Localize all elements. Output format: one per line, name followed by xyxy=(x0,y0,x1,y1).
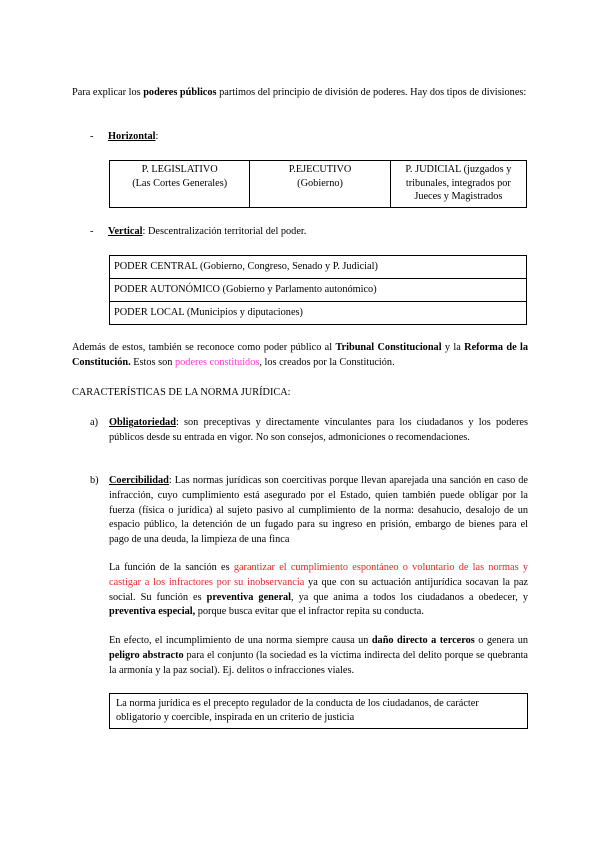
cell-line: P.EJECUTIVO xyxy=(288,164,352,175)
efecto-paragraph xyxy=(109,634,528,678)
item-b-label: Coercibilidad xyxy=(109,475,169,486)
ademas-paragraph xyxy=(72,341,528,371)
horizontal-item xyxy=(90,130,159,145)
intro-paragraph xyxy=(72,86,528,101)
para-text: , los creados por la Constitución. xyxy=(259,356,395,368)
highlight-red: garantizar el cumplimiento espontáneo o voluntario de las normas y castigar a los infractores por su inobservancia xyxy=(109,562,528,588)
power-cell-legislativo xyxy=(110,161,250,208)
vertical-table xyxy=(109,255,527,325)
cell-line: P. JUDICIAL (juzgados y xyxy=(405,164,512,175)
table-row xyxy=(110,256,527,279)
table-cell: PODER CENTRAL (Gobierno, Congreso, Senado y P. Judicial) xyxy=(110,256,527,279)
horizontal-label: Horizontal xyxy=(108,131,156,142)
para-bold: preventiva general xyxy=(206,591,292,603)
para-text: ya que con su actuación antijurídica socavan la paz social. Su función es xyxy=(109,576,528,603)
vertical-item xyxy=(90,225,307,240)
highlight-pink: poderes constituidos xyxy=(175,356,260,368)
table-row xyxy=(110,302,527,325)
power-cell-ejecutivo xyxy=(250,161,390,208)
powers-table xyxy=(109,160,527,208)
para-bold: preventiva especial, xyxy=(109,606,196,618)
table-cell: PODER LOCAL (Municipios y diputaciones) xyxy=(110,302,527,325)
intro-text-end: partimos del principio de división de poderes. Hay dos tipos de divisiones: xyxy=(216,87,527,98)
vertical-text: : Descentralización territorial del poder. xyxy=(142,226,307,237)
table-row xyxy=(110,161,527,208)
item-b-paragraph xyxy=(109,474,528,548)
bullet-dash: - xyxy=(90,226,94,237)
cell-line: tribunales, integrados por xyxy=(405,177,511,189)
table-row xyxy=(110,279,527,302)
para-text: La función de la sanción es xyxy=(109,562,234,573)
cell-line: P. LEGISLATIVO xyxy=(141,164,218,175)
para-bold: peligro abstracto xyxy=(109,649,184,661)
para-text: Estos son xyxy=(130,356,175,368)
para-text: para el conjunto (la sociedad es la víctima indirecta del delito porque se quebranta la armonía y la paz social). Ej. delitos o infracciones viales. xyxy=(109,649,528,676)
vertical-label: Vertical xyxy=(108,226,143,237)
horizontal-colon: : xyxy=(155,131,159,142)
funcion-paragraph xyxy=(109,561,528,620)
cell-line: (Gobierno) xyxy=(297,177,343,189)
intro-text: Para explicar los xyxy=(72,87,144,98)
table-cell: PODER AUTONÓMICO (Gobierno y Parlamento autonómico) xyxy=(110,279,527,302)
para-text: porque busca evitar que el infractor repita su conducta. xyxy=(195,606,424,618)
para-bold: daño directo a terceros xyxy=(371,635,475,646)
intro-bold: poderes públicos xyxy=(143,87,217,98)
para-text: y la xyxy=(441,342,465,353)
para-text: Además de estos, también se reconoce como poder público al xyxy=(72,342,336,353)
item-a-text: : son preceptivas y directamente vinculantes para los ciudadanos y los poderes públicos desde su entrada en vigor. No son consejos, admoniciones o recomendaciones. xyxy=(109,417,528,443)
para-text: , ya que anima a todos los ciudadanos a obedecer, y xyxy=(291,591,529,603)
item-b-marker: b) xyxy=(90,475,99,486)
bullet-dash: - xyxy=(90,131,94,142)
cell-line: Jueces y Magistrados xyxy=(414,191,503,203)
para-text: En efecto, el incumplimiento de una norma siempre causa un xyxy=(109,635,372,646)
definition-box: La norma jurídica es el precepto regulador de la conducta de los ciudadanos, de carácter obligatorio y coercible, inspirada en un criterio de justicia xyxy=(109,693,528,729)
cell-line: (Las Cortes Generales) xyxy=(132,177,228,189)
para-bold: Tribunal Constitucional xyxy=(335,342,442,353)
item-b-text: : Las normas jurídicas son coercitivas porque llevan aparejada una sanción en caso de infracción, cuyo cumplimiento está asegurado por el Estado, quien también puede obligar por la fuerza (física o jurídica) al sujeto pasivo al cumplimiento de la norma: desahucio, desalojo de un espacio público, la detención de un fugado para su ingreso en prisión, embargo de bienes para el pago de una deuda, la limpieza de una finca xyxy=(109,475,528,546)
para-text: o genera un xyxy=(474,635,528,646)
section-heading: CARACTERÍSTICAS DE LA NORMA JURÍDICA: xyxy=(72,387,291,398)
item-a-marker: a) xyxy=(90,417,98,428)
power-cell-judicial xyxy=(390,161,526,208)
para-bold: Reforma de la Constitución. xyxy=(72,342,528,368)
item-a-label: Obligatoriedad xyxy=(109,417,176,428)
item-a-paragraph xyxy=(109,416,528,446)
